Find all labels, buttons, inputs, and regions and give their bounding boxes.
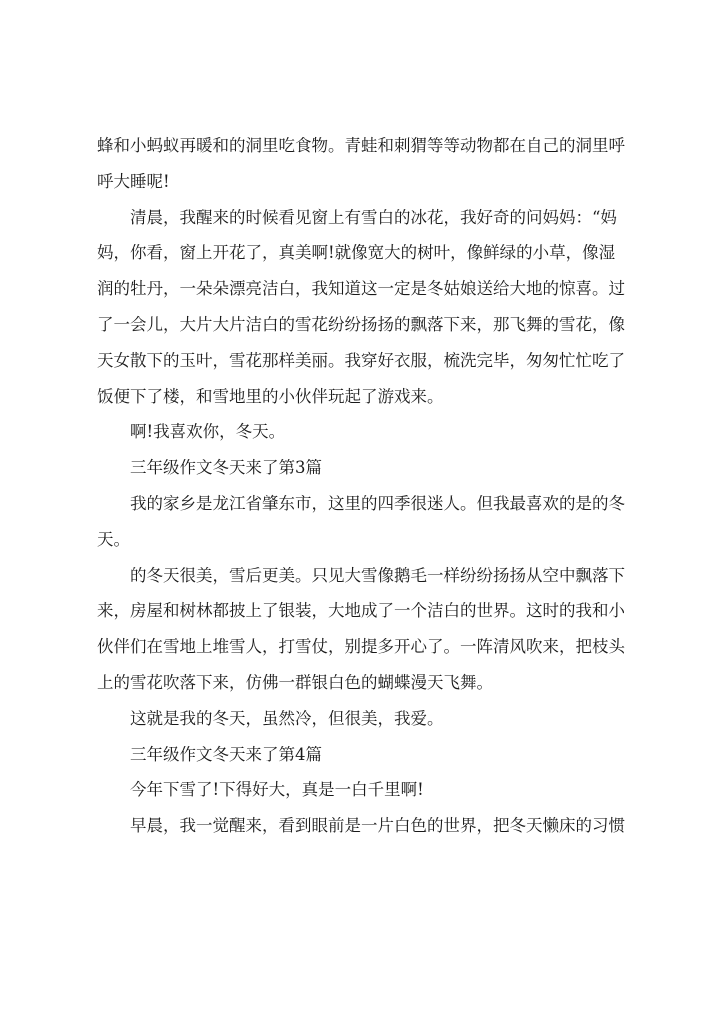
paragraph-start-line: 的冬天很美，雪后更美。只见大雪像鹅毛一样纷纷扬扬从空中飘落下 (130, 565, 625, 585)
text-line: 妈，你看，窗上开花了，真美啊!就像宽大的树叶，像鲜绿的小草，像湿 (97, 243, 616, 263)
text-line: 天女散下的玉叶，雪花那样美丽。我穿好衣服，梳洗完毕，匆匆忙忙吃了 (97, 350, 625, 370)
text-line: 润的牡丹，一朵朵漂亮洁白，我知道这一定是冬姑娘送给大地的惊喜。过 (97, 279, 625, 299)
text-line: 来，房屋和树林都披上了银装，大地成了一个洁白的世界。这时的我和小 (97, 601, 625, 621)
text-line: 了一会儿，大片大片洁白的雪花纷纷扬扬的飘落下来，那飞舞的雪花，像 (97, 314, 625, 334)
text-line: 伙伴们在雪地上堆雪人，打雪仗，别提多开心了。一阵清风吹来，把枝头 (97, 637, 625, 657)
section-heading: 三年级作文冬天来了第3篇 (130, 458, 322, 478)
paragraph-start-line: 啊!我喜欢你，冬天。 (130, 422, 286, 442)
paragraph-start-line: 清晨，我醒来的时候看见窗上有雪白的冰花，我好奇的问妈妈：“妈 (130, 207, 617, 227)
section-heading: 三年级作文冬天来了第4篇 (130, 744, 322, 764)
text-line: 饭便下了楼，和雪地里的小伙伴玩起了游戏来。 (97, 386, 444, 406)
text-line: 蜂和小蚂蚁再暖和的洞里吃食物。青蛙和刺猬等等动物都在自己的洞里呼 (97, 136, 625, 155)
paragraph-start-line: 这就是我的冬天，虽然冷，但很美，我爱。 (130, 708, 444, 728)
document-body (97, 128, 631, 844)
paragraph-start-line: 早晨，我一觉醒来，看到眼前是一片白色的世界，把冬天懒床的习惯 (130, 816, 625, 836)
text-line: 上的雪花吹落下来，仿佛一群银白色的蝴蝶漫天飞舞。 (97, 672, 493, 692)
text-line: 呼大睡呢! (97, 171, 170, 191)
paragraph-start-line: 我的家乡是龙江省肇东市，这里的四季很迷人。但我最喜欢的是的冬 (130, 493, 625, 513)
text-line: 天。 (97, 529, 130, 549)
paragraph-start-line: 今年下雪了!下得好大，真是一白千里啊! (130, 780, 424, 800)
